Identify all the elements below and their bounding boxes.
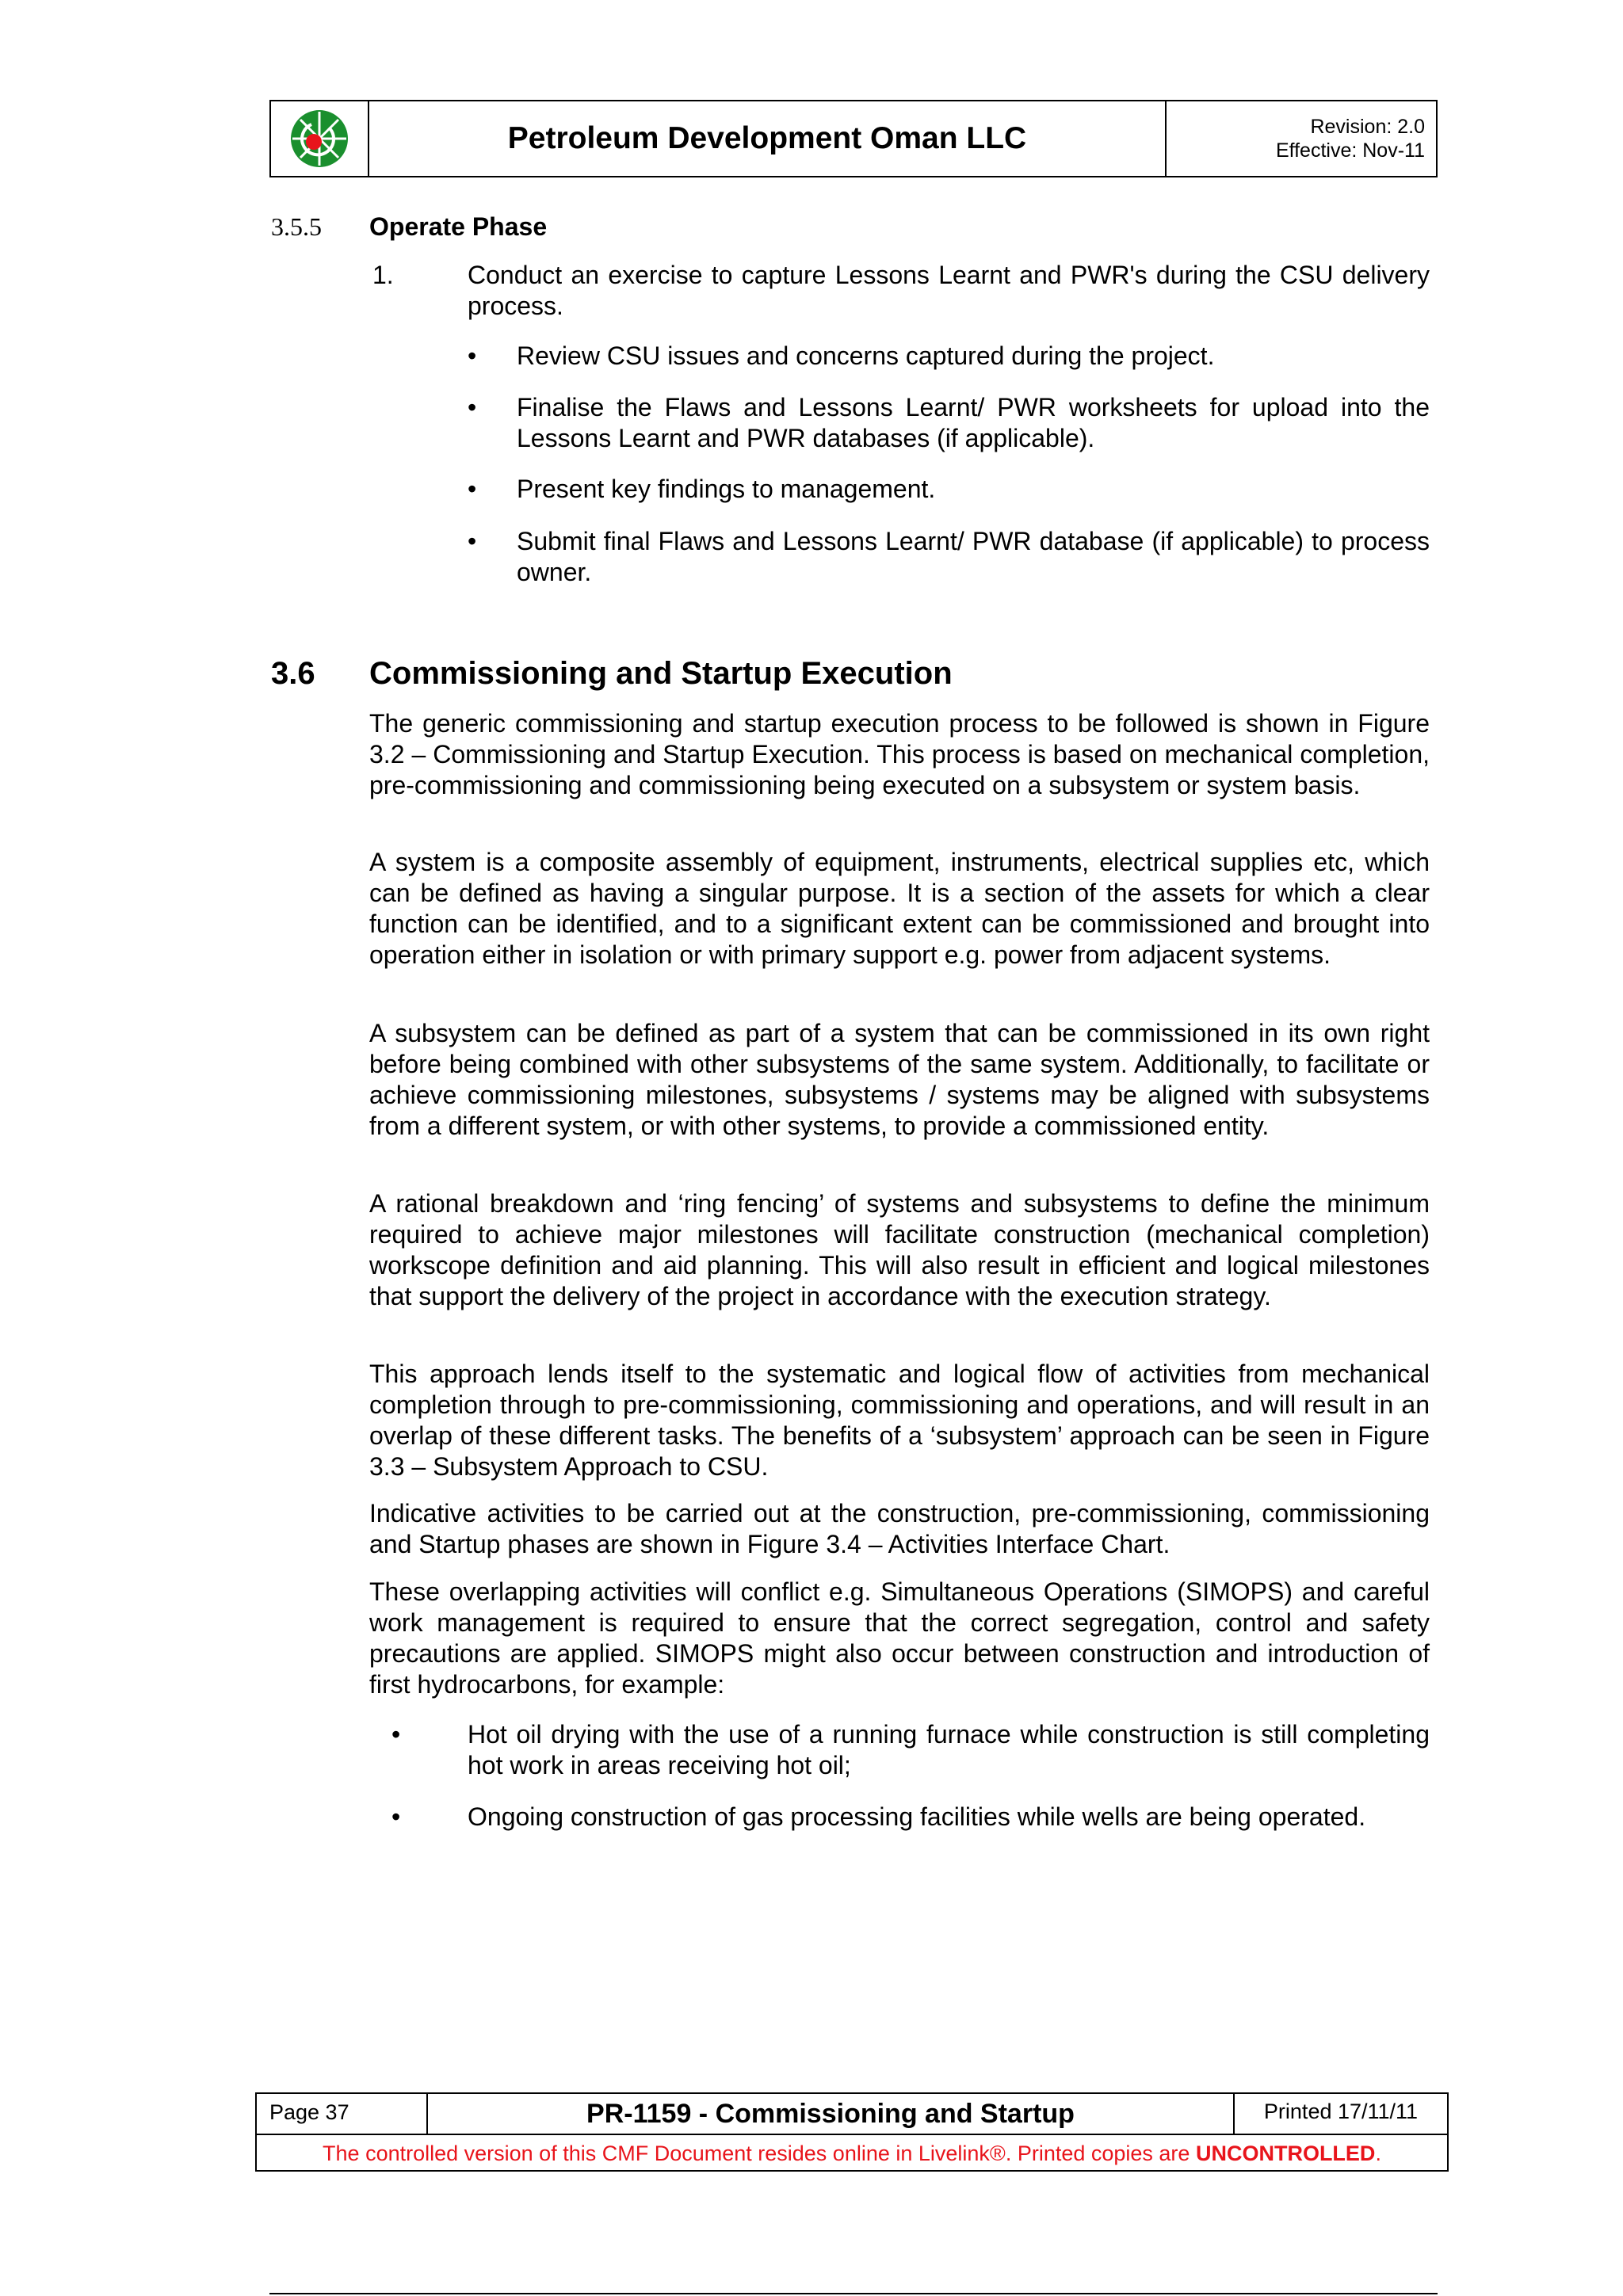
bullet-icon: • [468,527,477,555]
bullet-icon: • [391,1802,401,1831]
bullet-text: Submit final Flaws and Lessons Learnt/ PWR database (if applicable) to process owner. [517,527,1430,586]
body-paragraph: A subsystem can be defined as part of a system that can be commissioned in its own right before being combined with other subsystems of the same system. Additionally, to facilitate or achieve commissioning milestones, subsystems / systems may be aligned with subsystems from a different system, or with other systems, to provide a commissioned entity. [369,1019,1430,1140]
list-item-text: Conduct an exercise to capture Lessons Learnt and PWR's during the CSU delivery process. [468,261,1430,320]
bullet-icon: • [391,1720,401,1749]
section-number: 3.6 [271,656,315,691]
document-header [269,100,1438,177]
section-title: Commissioning and Startup Execution [369,656,953,691]
body-paragraph: The generic commissioning and startup execution process to be followed is shown in Figure 3.2 – Commissioning and Startup Execution. This process is based on mechanical completion, pre-commissioning and commissioning being executed on a subsystem or system basis. [369,709,1430,799]
document-title: PR-1159 - Commissioning and Startup [428,2094,1235,2134]
bullet-icon: • [468,341,477,370]
subsection-number: 3.5.5 [271,212,322,241]
document-footer [255,2092,1449,2172]
page-bottom-rule [269,2293,1438,2294]
company-name: Petroleum Development Oman LLC [369,101,1167,176]
body-paragraph: A rational breakdown and ‘ring fencing’ of systems and subsystems to define the minimum required to achieve major milestones will facilitate construction (mechanical completion) workscope definition and aid planning. This will also result in efficient and logical milestones that support the delivery of the project in accordance with the execution strategy. [369,1189,1430,1310]
body-paragraph: This approach lends itself to the systematic and logical flow of activities from mechanical completion through to pre-commissioning, commissioning and operations, and will result in an overlap of these different tasks. The benefits of a ‘subsystem’ approach can be seen in Figure 3.3 – Subsystem Approach to CSU. [369,1360,1430,1481]
subsection-title: Operate Phase [369,212,548,241]
notice-text: The controlled version of this CMF Document resides online in Livelink®. Printed copies are [323,2142,1196,2165]
revision-label: Revision: 2.0 [1310,116,1425,138]
bullet-text: Ongoing construction of gas processing facilities while wells are being operated. [468,1802,1366,1831]
body-paragraph: Indicative activities to be carried out at the construction, pre-commissioning, commissioning and Startup phases are shown in Figure 3.4 – Activities Interface Chart. [369,1499,1430,1558]
pdo-shell-logo-icon [288,107,351,170]
list-item-number: 1. [372,261,394,289]
notice-emphasis: UNCONTROLLED [1195,2142,1376,2165]
body-paragraph: A system is a composite assembly of equipment, instruments, electrical supplies etc, which can be defined as having a singular purpose. It is a section of the assets for which a clear function can be identified, and to a significant extent can be commissioned and brought into operation either in isolation or with primary support e.g. power from adjacent systems. [369,848,1430,969]
revision-info [1167,101,1436,176]
bullet-text: Review CSU issues and concerns captured during the project. [517,341,1215,370]
bullet-text: Present key findings to management. [517,475,936,503]
bullet-icon: • [468,393,477,421]
controlled-notice [257,2135,1447,2172]
body-paragraph: These overlapping activities will conflict e.g. Simultaneous Operations (SIMOPS) and careful work management is required to ensure that the correct segregation, control and safety precautions are applied. SIMOPS might also occur between construction and introduction of first hydrocarbons, for example: [369,1577,1430,1699]
bullet-text: Hot oil drying with the use of a running furnace while construction is still completing hot work in areas receiving hot oil; [468,1720,1430,1779]
bullet-text: Finalise the Flaws and Lessons Learnt/ PWR worksheets for upload into the Lessons Learnt and PWR databases (if applicable). [517,393,1430,452]
notice-suffix: . [1375,2142,1381,2165]
page-number: Page 37 [257,2094,428,2134]
logo-cell [271,101,369,176]
effective-date: Effective: Nov-11 [1275,139,1425,162]
bullet-icon: • [468,475,477,503]
printed-date: Printed 17/11/11 [1263,2100,1419,2123]
